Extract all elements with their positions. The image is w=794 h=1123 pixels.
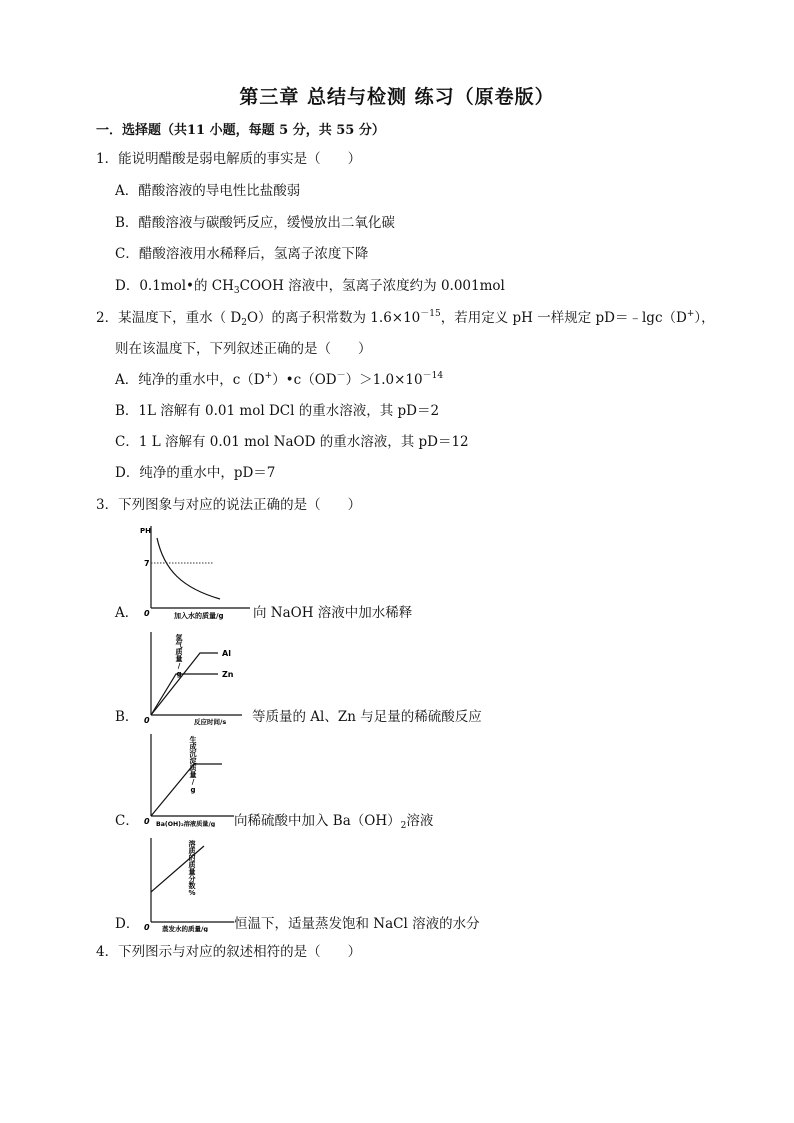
question-3-option-a-text: 向 NaOH 溶液中加水稀释 xyxy=(253,605,413,621)
question-2-option-c: C．1 L 溶解有 0.01 mol NaOD 的重水溶液，其 pD＝12 xyxy=(115,434,469,450)
graph-b-series-zn-line xyxy=(151,674,218,715)
question-2-option-d: D．纯净的重水中，pD＝7 xyxy=(115,465,276,481)
question-2-option-a: A．纯净的重水中，$c(D^+)•c(OD^-)>1.0\times 10^{-14}$ xyxy=(115,371,444,388)
question-3-option-c-text: 向稀硫酸中加入 $Ba(OH)_2$溶液 xyxy=(234,813,434,831)
graph-d-origin: 0 xyxy=(144,923,150,932)
question-3-option-d-label: D． xyxy=(115,916,140,932)
question-3-option-a-label: A． xyxy=(115,605,139,621)
graph-a-ylabel: PH xyxy=(140,527,151,535)
graph-c-ylabel xyxy=(139,735,198,793)
question-3-option-d-text: 恒温下，适量蒸发饱和 NaCl 溶液的水分 xyxy=(234,916,480,932)
graph-c-xlabel: Ba(OH)₂溶液质量/g xyxy=(156,821,216,827)
question-1-option-b: B．醋酸溶液与碳酸钙反应，缓慢放出二氧化碳 xyxy=(115,215,395,231)
graph-b-origin: 0 xyxy=(144,716,150,725)
graph-b-ylabel-text: 氢气质量/g xyxy=(139,634,183,642)
graph-b-series-zn-label: Zn xyxy=(222,670,234,679)
question-2-option-b: B．1L 溶解有 0.01 mol DCl 的重水溶液，其 pD＝2 xyxy=(115,403,440,419)
graph-a-ytick-7: 7 xyxy=(144,559,150,568)
graph-d-solute-mass-fraction xyxy=(136,836,236,932)
graph-c-origin: 0 xyxy=(144,817,150,826)
question-1-option-a: A．醋酸溶液的导电性比盐酸弱 xyxy=(115,183,301,199)
graph-b-series-al-line xyxy=(151,653,218,715)
graph-b-xlabel: 反应时间/s xyxy=(194,718,227,726)
graph-a-origin: 0 xyxy=(144,609,150,618)
question-1-option-c: C．醋酸溶液用水稀释后，氢离子浓度下降 xyxy=(115,246,369,262)
question-2-stem-line-1: 2．某温度下，重水（ $D_2O$）的离子积常数为 $1.6\times 10^{-15}$，若用定义 pH 一样规定 pD＝﹣lgc（D+）， xyxy=(96,309,715,328)
section-heading: 一．选择题（共11 小题，每题 5 分，共 55 分） xyxy=(96,123,385,138)
question-3-option-c-label: C． xyxy=(115,813,139,829)
graph-d-line xyxy=(151,846,204,892)
graph-b-ylabel xyxy=(139,633,183,677)
page-title: 第三章 总结与检测 练习（原卷版） xyxy=(239,86,555,108)
graph-c-line xyxy=(151,764,222,816)
question-1-option-d: D．0.1mol•的 $CH_3COOH$ 溶液中，氢离子浓度约为 0.001mol xyxy=(115,278,505,296)
question-1-stem: 1．能说明醋酸是弱电解质的事实是（ ） xyxy=(96,151,362,167)
question-4-stem: 4．下列图示与对应的叙述相符的是（ ） xyxy=(96,944,362,960)
graph-a-ph-dilution xyxy=(138,522,253,622)
graph-d-xlabel: 蒸发水的质量/g xyxy=(162,925,209,932)
graph-c-precipitate-mass xyxy=(136,732,236,827)
graph-c-ylabel-text: 生成沉淀质量/g xyxy=(139,736,197,744)
question-2-stem-line-2: 则在该温度下，下列叙述正确的是（ ） xyxy=(115,341,372,357)
question-3-option-b-text: 等质量的 Al、Zn 与足量的稀硫酸反应 xyxy=(252,709,482,725)
graph-d-ylabel-text: 溶质的质量分数% xyxy=(139,840,196,848)
question-3-option-b-label: B． xyxy=(115,709,139,725)
graph-a-xlabel: 加入水的质量/g xyxy=(174,612,224,620)
graph-b-series-al-label: Al xyxy=(222,649,231,658)
question-3-stem: 3．下列图象与对应的说法正确的是（ ） xyxy=(96,497,362,513)
graph-d-ylabel xyxy=(139,839,197,895)
graph-b-hydrogen-mass xyxy=(136,630,246,726)
graph-a-curve xyxy=(157,538,220,599)
